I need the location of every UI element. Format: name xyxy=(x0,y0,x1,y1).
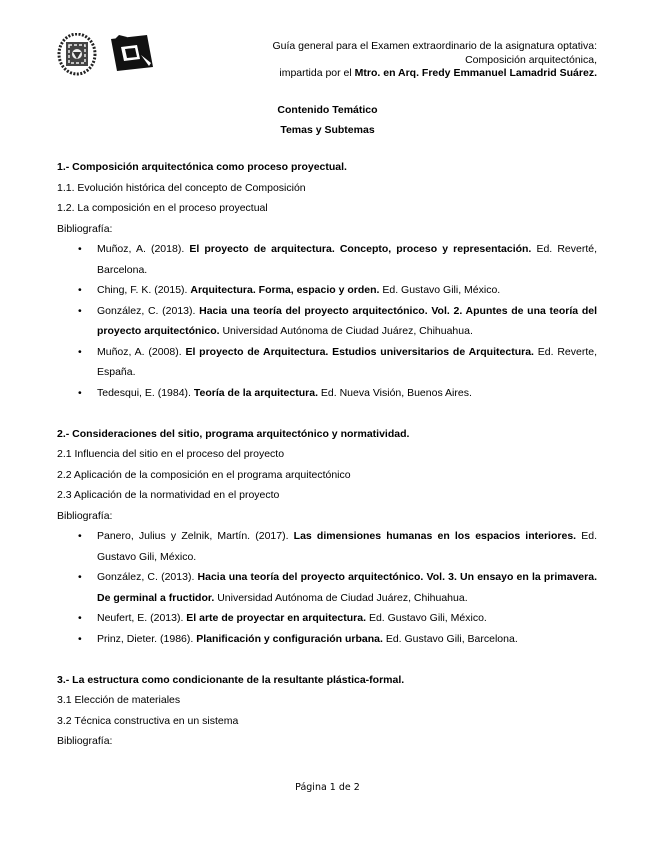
bibliography-label: Bibliografía: xyxy=(57,735,113,747)
facultad-arquitectura-logo xyxy=(107,33,155,73)
bib-entry: • Muñoz, A. (2008). El proyecto de Arquitectura. Estudios universitarios de Arquitectura. Ed. Reverte, España. xyxy=(97,342,597,383)
bib-entry: • González, C. (2013). Hacia una teoría del proyecto arquitectónico. Vol. 2. Apuntes de una teoría del proyecto arquitectónico. Universidad Autónoma de Ciudad Juárez, Chihuahua. xyxy=(97,301,597,342)
unam-logo xyxy=(57,33,97,76)
instructor-name: Mtro. en Arq. Fredy Emmanuel Lamadrid Suárez. xyxy=(354,67,597,79)
section-1-title: 1.- Composición arquitectónica como proceso proyectual. xyxy=(57,161,347,173)
bib-entry: • González, C. (2013). Hacia una teoría del proyecto arquitectónico. Vol. 3. Un ensayo en la primavera. De germinal a fructidor. Universidad Autónoma de Ciudad Juárez, Chihuahua. xyxy=(97,567,597,608)
main-content xyxy=(57,157,597,752)
bibliography-label: Bibliografía: xyxy=(57,222,113,235)
section-3-item: 3.2 Técnica constructiva en un sistema xyxy=(57,714,239,727)
section-2-bibliography xyxy=(57,526,597,649)
section-3-title: 3.- La estructura como condicionante de la resultante plástica-formal. xyxy=(57,673,405,686)
section-1-item: 1.2. La composición en el proceso proyectual xyxy=(57,202,268,214)
header-line-3 xyxy=(177,67,597,81)
section-2-item: 2.2 Aplicación de la composición en el programa arquitectónico xyxy=(57,468,351,481)
section-3-item: 3.1 Elección de materiales xyxy=(57,694,181,706)
page-number: Página 1 de 2 xyxy=(295,782,360,793)
header-prefix: impartida por el xyxy=(279,67,355,79)
page-title-block xyxy=(0,100,655,140)
bib-entry: • Ching, F. K. (2015). Arquitectura. Forma, espacio y orden. Ed. Gustavo Gili, México. xyxy=(97,280,597,301)
section-1-bibliography xyxy=(57,239,597,403)
temas-title: Temas y Subtemas xyxy=(280,124,375,136)
section-2-title: 2.- Consideraciones del sitio, programa arquitectónico y normatividad. xyxy=(57,427,410,440)
section-2-item: 2.3 Aplicación de la normatividad en el proyecto xyxy=(57,489,280,501)
bib-entry: • Muñoz, A. (2018). El proyecto de arquitectura. Concepto, proceso y representación. Ed. Reverté, Barcelona. xyxy=(97,239,597,280)
section-2-item: 2.1 Influencia del sitio en el proceso del proyecto xyxy=(57,448,285,460)
bib-entry: • Tedesqui, E. (1984). Teoría de la arquitectura. Ed. Nueva Visión, Buenos Aires. xyxy=(97,383,597,404)
header-line-2: Composición arquitectónica, xyxy=(465,53,597,66)
section-1-item: 1.1. Evolución histórica del concepto de Composición xyxy=(57,181,306,194)
document-header xyxy=(177,40,597,81)
bib-entry: • Panero, Julius y Zelnik, Martín. (2017). Las dimensiones humanas en los espacios interiores. Ed. Gustavo Gili, México. xyxy=(97,526,597,567)
bibliography-label: Bibliografía: xyxy=(57,509,113,522)
header-line-1: Guía general para el Examen extraordinario de la asignatura optativa: xyxy=(272,40,597,52)
contenido-title: Contenido Temático xyxy=(277,104,378,116)
bib-entry: • Prinz, Dieter. (1986). Planificación y configuración urbana. Ed. Gustavo Gili, Barcelona. xyxy=(97,629,597,650)
bib-entry: • Neufert, E. (2013). El arte de proyectar en arquitectura. Ed. Gustavo Gili, México. xyxy=(97,608,597,629)
